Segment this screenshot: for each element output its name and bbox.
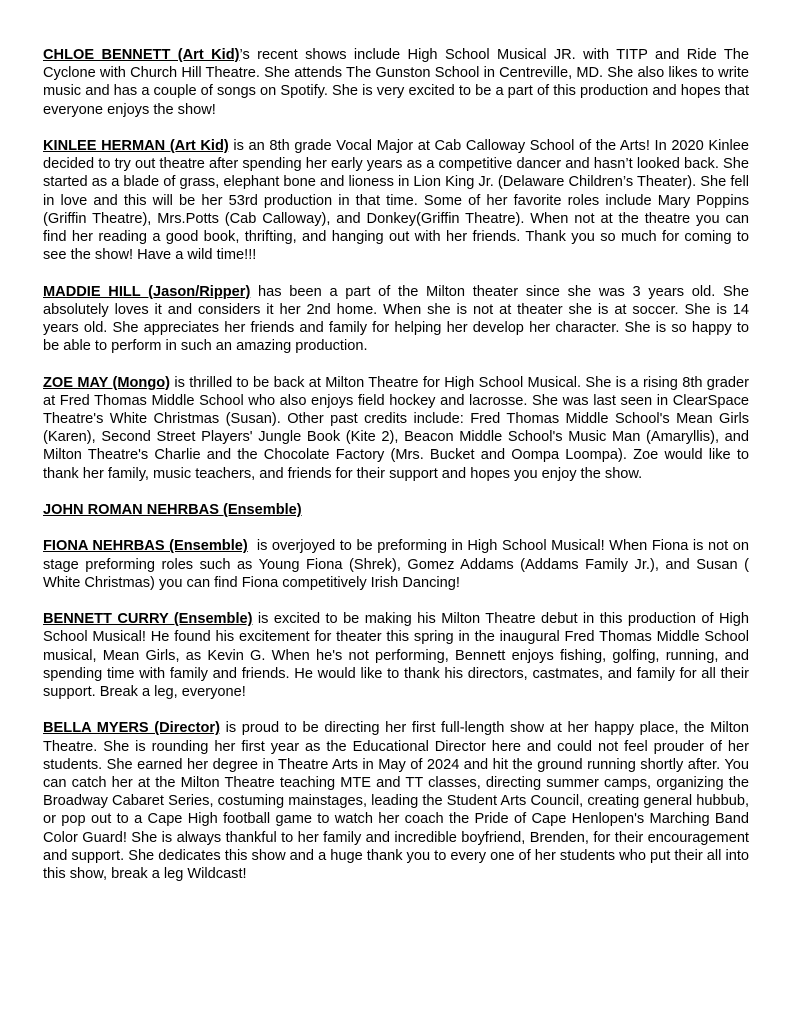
- bio-text: is excited to be making his Milton Theatre debut in this production of High School Musical! He found his excitement for theater this spring in the inaugural Fred Thomas Middle School musical, Mean Girls, as Kevin G. When he's not performing, Bennett enjoys fishing, golfing, running, and spending time with family and friends. He would like to thank his directors, castmates, and family for all their support. Break a leg, everyone!: [43, 611, 749, 701]
- bio-bella-myers: [43, 719, 749, 883]
- bio-fiona-nehrbas: [43, 537, 754, 592]
- bio-name: FIONA NEHRBAS (Ensemble): [43, 538, 248, 555]
- bio-name: MADDIE HILL (Jason/Ripper): [43, 283, 251, 300]
- bio-kinlee-herman: [43, 137, 749, 264]
- bio-name: ZOE MAY (Mongo): [43, 374, 171, 391]
- bio-name: KINLEE HERMAN (Art Kid): [43, 138, 229, 154]
- bio-text: is thrilled to be back at Milton Theatre for High School Musical. She is a rising 8th grader at Fred Thomas Middle School who also enjoys field hockey and lacrosse. She was last seen in ClearSpace Theatre's White Christmas (Susan). Other past credits include: Fred Thomas Middle School's Mean Girls (Karen), Second Street Players' Jungle Book (Kite 2), Beacon Middle School's Music Man (Amaryllis), and Milton Theatre's Charlie and the Chocolate Factory (Mrs. Bucket and Oompa Loompa). Zoe would like to thank her family, music teachers, and friends for their support and hopes you enjoy the show.: [43, 374, 749, 482]
- bio-john-roman-nehrbas: [43, 501, 749, 519]
- bio-bennett-curry: [43, 610, 749, 701]
- document-page: [43, 46, 754, 901]
- bio-chloe-bennett: [43, 46, 749, 119]
- bio-text: is an 8th grade Vocal Major at Cab Calloway School of the Arts! In 2020 Kinlee decided to try out theatre after spending her early years as a competitive dancer and hasn’t looked back. She started as a blade of grass, elephant bone and lioness in Lion King Jr. (Delaware Children’s Theater). She fell in love and this will be her 53rd production in that time. Some of her favorite roles include Mary Poppins (Griffin Theatre), Mrs.Potts (Cab Calloway), and Donkey(Griffin Theatre). When not at the theatre you can find her reading a good book, thrifting, and hanging out with her friends. Thank you so much for coming to see the show! Have a wild time!!!: [43, 138, 749, 264]
- bio-text: has been a part of the Milton theater since she was 3 years old. She absolutely loves it and considers it her 2nd home. When she is not at theater she is at soccer. She is 14 years old. She appreciates her friends and family for helping her develop her character. She is so happy to be able to perform in such an amazing production.: [43, 283, 749, 355]
- bio-text: ’s recent shows include High School Musical JR. with TITP and Ride The Cyclone with Church Hill Theatre. She attends The Gunston School in Centreville, MD. She also likes to write music and has a couple of songs on Spotify. She is very excited to be a part of this production and hopes that everyone enjoys the show!: [43, 47, 749, 118]
- bio-text: is proud to be directing her first full-length show at her happy place, the Milton Theatre. She is rounding her first year as the Educational Director here and could not feel prouder of her students. She earned her degree in Theatre Arts in May of 2024 and hit the ground running shortly after. You can catch her at the Milton Theatre teaching MTE and TT classes, directing summer camps, organizing the Broadway Cabaret Series, costuming mainstages, leading the Student Arts Council, creating general hubbub, or pop out to a Cape High football game to watch her coach the Pride of Cape Henlopen's Marching Band Color Guard! She is always thankful to her family and incredible boyfriend, Brenden, for their encouragement and support. She dedicates this show and a huge thank you to every one of her students who put their all into this show, break a leg Wildcast!: [43, 720, 749, 883]
- bio-zoe-may: [43, 374, 749, 483]
- bio-name: CHLOE BENNETT (Art Kid): [43, 47, 240, 63]
- bio-name: BELLA MYERS (Director): [43, 720, 220, 737]
- bio-name: JOHN ROMAN NEHRBAS (Ensemble): [43, 502, 302, 519]
- bio-maddie-hill: [43, 283, 749, 356]
- bio-text: is overjoyed to be preforming in High School Musical! When Fiona is not on stage preforming roles such as Young Fiona (Shrek), Gomez Addams (Addams Family Jr.), and Susan ( White Christmas) you can find Fiona competitively Irish Dancing!: [43, 538, 754, 591]
- bio-name: BENNETT CURRY (Ensemble): [43, 611, 253, 628]
